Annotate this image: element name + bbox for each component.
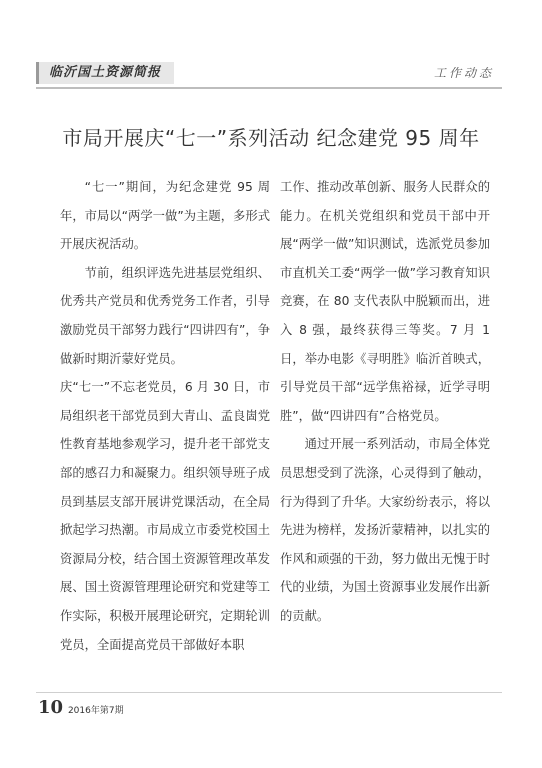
left-column	[60, 173, 270, 659]
section-label: 工作动态	[433, 66, 494, 80]
paragraph: 工作、推动改革创新、服务人民群众的能力。在机关党组织和党员干部中开展“两学一做”知识测试，选派党员参加市直机关工委“两学一做”学习教育知识竞赛，在 80 支代表队中脱颖而出，进入 8 强，最终获得三等奖。7 月 1 日，举办电影《寻明胜》临沂首映式，引导党员干部“远学焦裕禄，近学寻明胜”，做“四讲四有”合格党员。	[280, 180, 490, 423]
issue-label: 2016年第7期	[67, 706, 124, 716]
header-divider	[36, 87, 502, 89]
page-footer	[38, 697, 124, 718]
right-column	[280, 173, 490, 631]
article-title: 市局开展庆“七一”系列活动 纪念建党 95 周年	[62, 126, 480, 150]
paragraph: 庆“七一”不忘老党员，6 月 30 日，市局组织老干部党员到大青山、孟良崮党性教育基地参观学习，提升老干部党支部的感召力和凝聚力。组织领导班子成员到基层支部开展讲党课活动，在全局掀起学习热潮。市局成立市委党校国土资源局分校，结合国土资源管理改革发展、国土资源管理理论研究和党建等工作实际，积极开展理论研究，定期轮训党员，全面提高党员干部做好本职	[60, 380, 270, 652]
page-number: 10	[38, 697, 64, 718]
paragraph: 节前，组织评选先进基层党组织、优秀共产党员和优秀党务工作者，引导激励党员干部努力践行“四讲四有”，争做新时期沂蒙好党员。	[60, 265, 270, 366]
paragraph: “七一”期间，为纪念建党 95 周年，市局以“两学一做”为主题，多形式开展庆祝活动。	[60, 180, 270, 252]
page-header	[36, 60, 502, 86]
paragraph: 通过开展一系列活动，市局全体党员思想受到了洗涤，心灵得到了触动，行为得到了升华。大家纷纷表示，将以先进为榜样，发扬沂蒙精神，以扎实的作风和顽强的干劲，努力做出无愧于时代的业绩，为国土资源事业发展作出新的贡献。	[280, 437, 490, 623]
journal-name: 临沂国土资源简报	[36, 62, 174, 84]
footer-divider	[36, 692, 502, 693]
